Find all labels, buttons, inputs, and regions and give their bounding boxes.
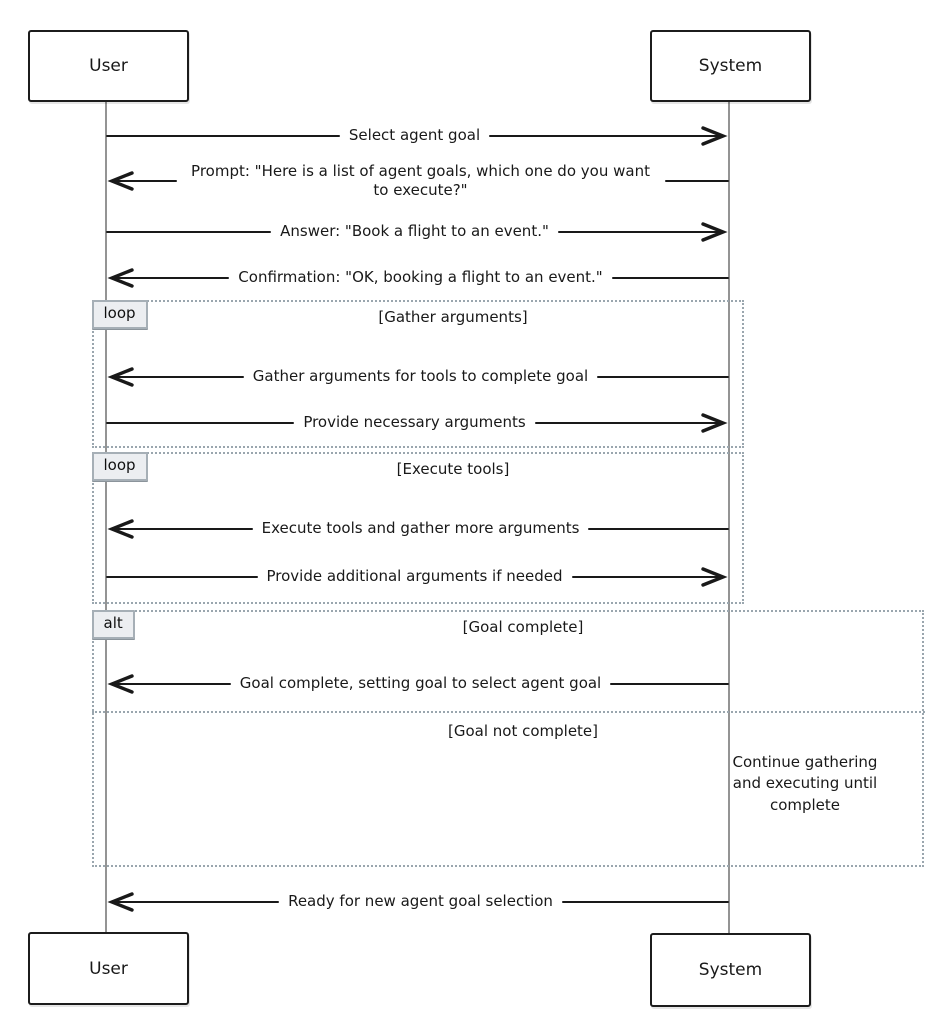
alt-else-title: [Goal not complete] — [447, 722, 599, 740]
actor-label: System — [698, 56, 763, 76]
arrowhead-right-icon — [699, 566, 729, 588]
message-row — [106, 509, 729, 549]
message-line — [535, 422, 723, 424]
message-row — [106, 116, 729, 156]
message-line — [112, 277, 229, 279]
message-line — [112, 180, 177, 182]
message-line — [489, 135, 723, 137]
message-line — [588, 528, 729, 530]
message-row — [106, 664, 729, 704]
loop-keyword-badge: loop — [92, 300, 148, 329]
message-line — [612, 277, 729, 279]
message-line — [665, 180, 730, 182]
actor-system-bottom — [650, 933, 811, 1007]
message-row — [106, 557, 729, 597]
alt-title: [Goal complete] — [462, 618, 584, 636]
message-label: Answer: "Book a flight to an event." — [280, 222, 549, 241]
arrowhead-right-icon — [699, 412, 729, 434]
message-row — [106, 403, 729, 443]
actor-label: User — [89, 56, 128, 76]
alt-keyword-badge: alt — [92, 610, 135, 639]
message-label: Goal complete, setting goal to select agent goal — [239, 674, 602, 693]
alt-divider — [92, 711, 925, 713]
message-line — [106, 576, 258, 578]
actor-user-top — [28, 30, 189, 102]
loop-title: [Execute tools] — [396, 460, 510, 478]
actor-label: System — [698, 960, 763, 980]
actor-system-top — [650, 30, 811, 102]
message-row — [106, 258, 729, 298]
arrowhead-right-icon — [699, 125, 729, 147]
message-line — [106, 422, 294, 424]
actor-label: User — [89, 958, 128, 979]
actor-user-bottom — [28, 932, 189, 1005]
message-label: Gather arguments for tools to complete goal — [252, 367, 589, 386]
message-line — [106, 231, 271, 233]
message-row — [106, 882, 729, 922]
message-line — [562, 901, 729, 903]
message-row — [106, 212, 729, 252]
message-label: Provide necessary arguments — [303, 413, 526, 432]
message-line — [610, 683, 729, 685]
message-line — [112, 683, 231, 685]
message-row — [106, 357, 729, 397]
message-label: Select agent goal — [348, 126, 481, 145]
message-row — [106, 157, 729, 205]
loop-keyword-badge: loop — [92, 452, 148, 481]
arrowhead-right-icon — [699, 221, 729, 243]
message-line — [112, 528, 253, 530]
note-continue-gathering: Continue gathering and executing until complete — [732, 753, 878, 814]
alt-frame — [92, 610, 924, 867]
message-line — [112, 376, 244, 378]
message-label: Confirmation: "OK, booking a flight to an event." — [238, 268, 603, 287]
message-line — [106, 135, 340, 137]
message-label: Ready for new agent goal selection — [288, 892, 553, 911]
message-label: Execute tools and gather more arguments — [261, 519, 580, 538]
message-line — [597, 376, 729, 378]
loop-title: [Gather arguments] — [378, 308, 528, 326]
message-label: Provide additional arguments if needed — [266, 567, 563, 586]
message-label: Prompt: "Here is a list of agent goals, which one do you want to execute?" — [191, 161, 650, 199]
message-line — [112, 901, 279, 903]
